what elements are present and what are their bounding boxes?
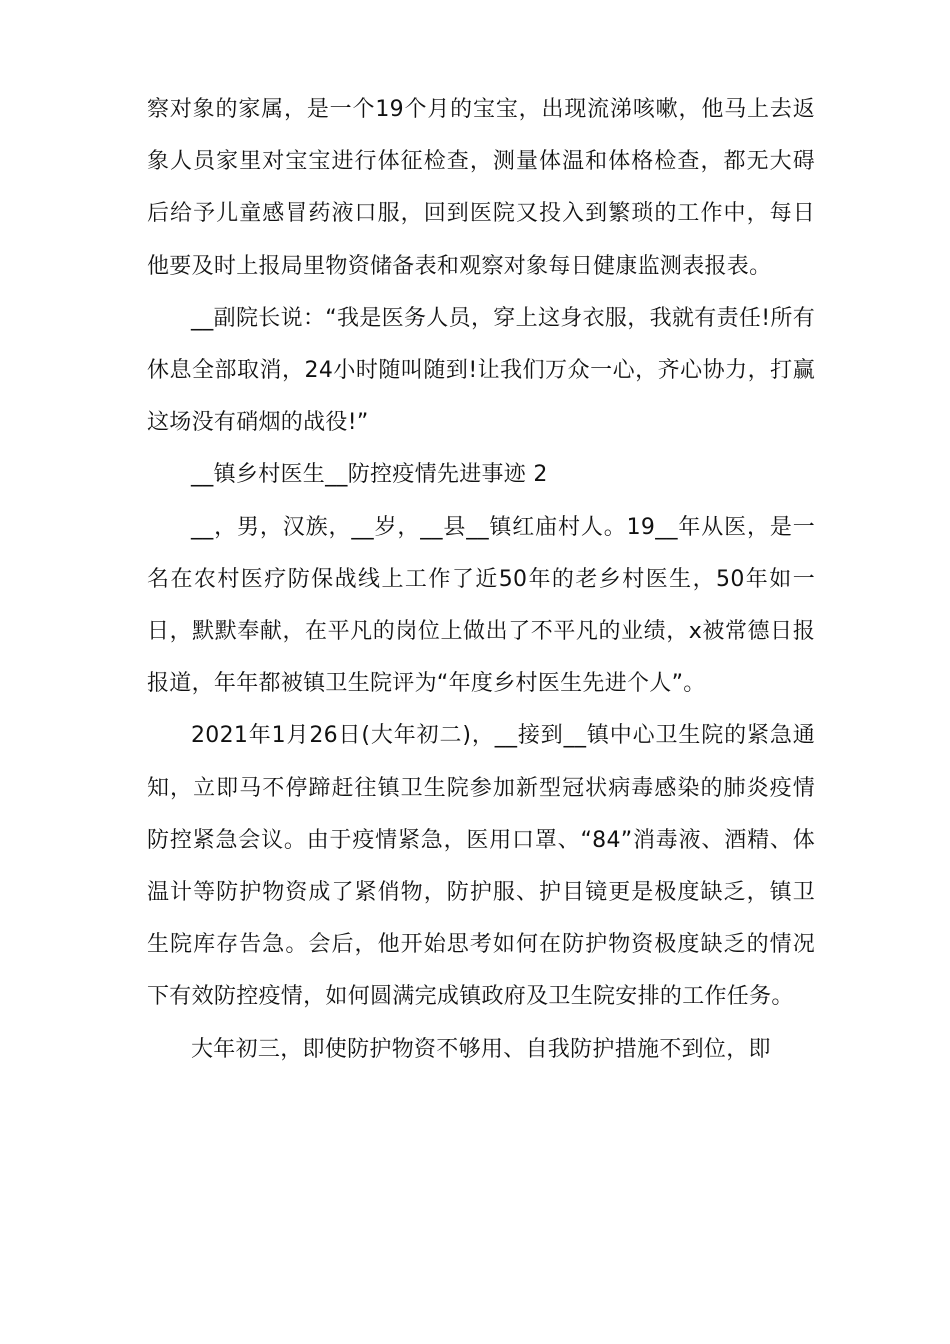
section-heading: __镇乡村医生__防控疫情先进事迹 2 xyxy=(191,462,548,488)
paragraph-emergency-notice: 2021年1月26日(大年初二)，__接到__镇中心卫生院的紧急通知，立即马不停蹄赶往镇卫生院参加新型冠状病毒感染的肺炎疫情防控紧急会议。由于疫情紧急，医用口罩、“84”消毒液、酒精、体温计等防护物资成了紧俏物，防护服、护目镜更是极度缺乏，镇卫生院库存告急。会后，他开始思考如何在防护物资极度缺乏的情况下有效防控疫情，如何圆满完成镇政府及卫生院安排的工作任务。 xyxy=(147,723,815,1010)
paragraph-doctor-intro: __，男，汉族，__岁，__县__镇红庙村人。19__年从医，是一名在农村医疗防保战线上工作了近50年的老乡村医生，50年如一日，默默奉献，在平凡的岗位上做出了不平凡的业绩，x被常德日报报道，年年都被镇卫生院评为“年度乡村医生先进个人”。 xyxy=(147,514,815,697)
paragraph-continuation: 察对象的家属，是一个19个月的宝宝，出现流涕咳嗽，他马上去返象人员家里对宝宝进行体征检查，测量体温和体格检查，都无大碍后给予儿童感冒药液口服，回到医院又投入到繁琐的工作中，每日他要及时上报局里物资储备表和观察对象每日健康监测表报表。 xyxy=(147,97,815,279)
paragraph-third-day: 大年初三，即使防护物资不够用、自我防护措施不到位，即 xyxy=(191,1036,771,1062)
paragraph-vice-president-quote: __副院长说：“我是医务人员，穿上这身衣服，我就有责任!所有休息全部取消，24小时随叫随到!让我们万众一心，齐心协力，打赢这场没有硝烟的战役!” xyxy=(147,305,815,436)
document-body xyxy=(147,84,815,1076)
